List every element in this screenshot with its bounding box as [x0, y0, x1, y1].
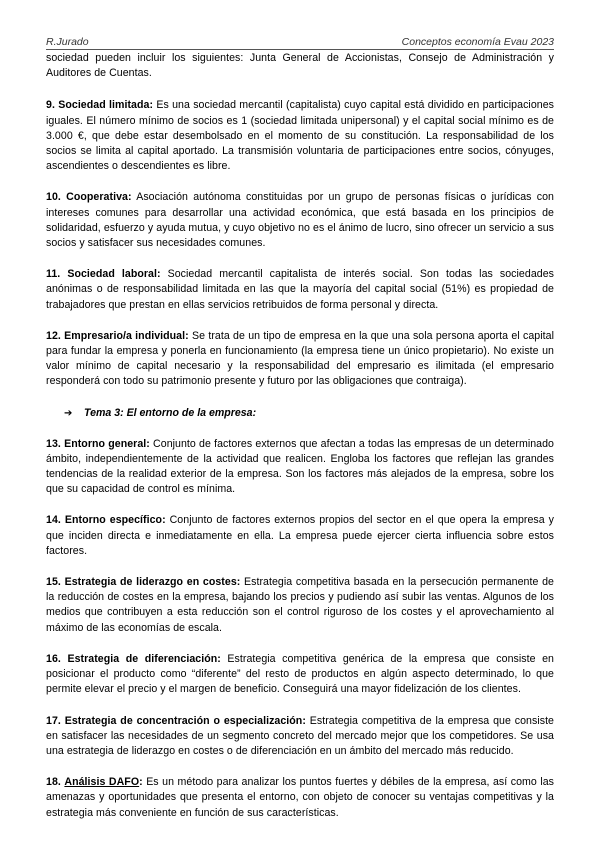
entry-text: Es una sociedad mercantil (capitalista) cuyo capital está dividido en participaciones iguales. El número mínimo de socios es 1 (sociedad limitada unipersonal) y el capital social mínimo es de 3.000 €, que debe estar desembolsado en el momento de su constitución. La responsabilidad de los socios se limita al capital aportado. La transmisión voluntaria de participaciones entre socios, cónyuges, ascendientes o descendientes es libre.: [46, 99, 554, 173]
entry-term: Sociedad limitada:: [58, 99, 154, 112]
entry-text: Estrategia competitiva genérica de la empresa que consiste en posicionar el producto como “diferente” del resto de productos en algún aspecto determinado, lo que permite elevar el precio y el margen de beneficio. Conseguirá una mayor fidelización de los clientes.: [46, 652, 554, 696]
document-body: [46, 51, 554, 837]
entry-text: Estrategia competitiva basada en la persecución permanente de la reducción de costes en la empresa, bajando los precios y pudiendo así subir las ventas. Algunos de los medios que contribuyen a esta reducción son el control riguroso de los costes y el aprovechamiento al máximo de las economías de escala.: [46, 576, 554, 634]
entry-number: 16.: [46, 652, 61, 665]
entry-number: 15.: [46, 576, 61, 589]
entry-term: Estrategia de concentración o especialización:: [64, 714, 306, 727]
entry-17: [46, 714, 554, 760]
entry-text: Sociedad mercantil capitalista de interés social. Son todas las sociedades anónimas o de responsabilidad limitada en las que la mayoría del capital social (51%) es propiedad de trabajadores que prestan en ellas servicios retribuidos de forma personal y directa.: [46, 268, 554, 311]
section-heading-text: Tema 3: El entorno de la empresa:: [84, 406, 257, 419]
entry-number: 11.: [46, 268, 61, 281]
entry-term: Empresario/a individual:: [64, 329, 189, 342]
entry-number: 13.: [46, 437, 61, 450]
entry-14: [46, 513, 554, 559]
entry-text: Estrategia competitiva de la empresa que consiste en satisfacer las necesidades de un segmento concreto del mercado mejor que los competidores. Se usa una estrategia de liderazgo en costes o de diferenciación en un ámbito del mercado más reducido.: [46, 714, 554, 757]
entry-10: [46, 190, 554, 251]
entry-text: Conjunto de factores externos propios del sector en el que opera la empresa y que inciden directa e inmediatamente en ella. La empresa puede ejercer cierta influencia sobre estos factores.: [46, 514, 554, 557]
entry-text: Se trata de un tipo de empresa en la que una sola persona aporta el capital para fundar la empresa y ponerla en funcionamiento (la empresa tiene un único propietario). No existe un valor mínimo de capital necesario y la responsabilidad del empresario es ilimitada (el empresario responderá con todo su patrimonio presente y futuro por las obligaciones que contraiga).: [46, 329, 554, 388]
entry-number: 18.: [46, 776, 61, 789]
entry-term: Entorno general:: [64, 437, 150, 450]
entry-number: 14.: [46, 514, 61, 527]
entry-16: [46, 652, 554, 698]
page-header: [46, 36, 554, 50]
entry-number: 17.: [46, 714, 61, 727]
entry-term: Entorno específico:: [64, 514, 166, 527]
entry-term: Estrategia de diferenciación:: [67, 652, 221, 665]
entry-text: Conjunto de factores externos que afectan a todas las empresas de un determinado ámbito, independientemente de la actividad que realicen. Engloba los factores que reflejan las grandes tendencias de la realidad exterior de la empresa. Son los factores más alejados de la empresa, sobre los que su capacidad de control es mínima.: [46, 437, 554, 496]
intro-paragraph: sociedad pueden incluir los siguientes: Junta General de Accionistas, Consejo de Administración y Auditores de Cuentas.: [46, 52, 554, 80]
entry-term: Sociedad laboral:: [67, 268, 161, 281]
entry-12: [46, 329, 554, 390]
header-title: Conceptos economía Evau 2023: [401, 36, 554, 48]
entry-18: [46, 775, 554, 821]
entry-9: [46, 98, 554, 174]
entry-term-suffix: :: [139, 776, 143, 789]
header-author: R.Jurado: [46, 36, 89, 48]
entry-11: [46, 267, 554, 313]
entry-text: Es un método para analizar los puntos fuertes y débiles de la empresa, así como las amenazas y oportunidades que presenta el entorno, con objeto de conocer su ventajas competitivas y la estrategia más conveniente en función de sus características.: [46, 776, 555, 819]
entry-number: 10.: [46, 191, 61, 204]
entry-13: [46, 437, 554, 498]
entry-term: Estrategia de liderazgo en costes:: [64, 576, 241, 589]
section-heading: [64, 406, 554, 421]
entry-text: Asociación autónoma constituidas por un grupo de personas físicas o jurídicas con intereses comunes para desarrollar una actividad económica, que está basada en los principios de solidaridad, esfuerzo y ayuda mutua, y cuyo objetivo no es el ánimo de lucro, sino ofrecer un servicio a sus socios y satisfacer sus necesidades comunes.: [46, 191, 554, 250]
entry-term: Análisis DAFO: [64, 776, 140, 789]
entry-number: 9.: [46, 99, 55, 112]
arrow-icon: ➔: [64, 407, 73, 419]
entry-15: [46, 575, 554, 636]
entry-number: 12.: [46, 329, 61, 342]
entry-term: Cooperativa:: [66, 191, 132, 204]
